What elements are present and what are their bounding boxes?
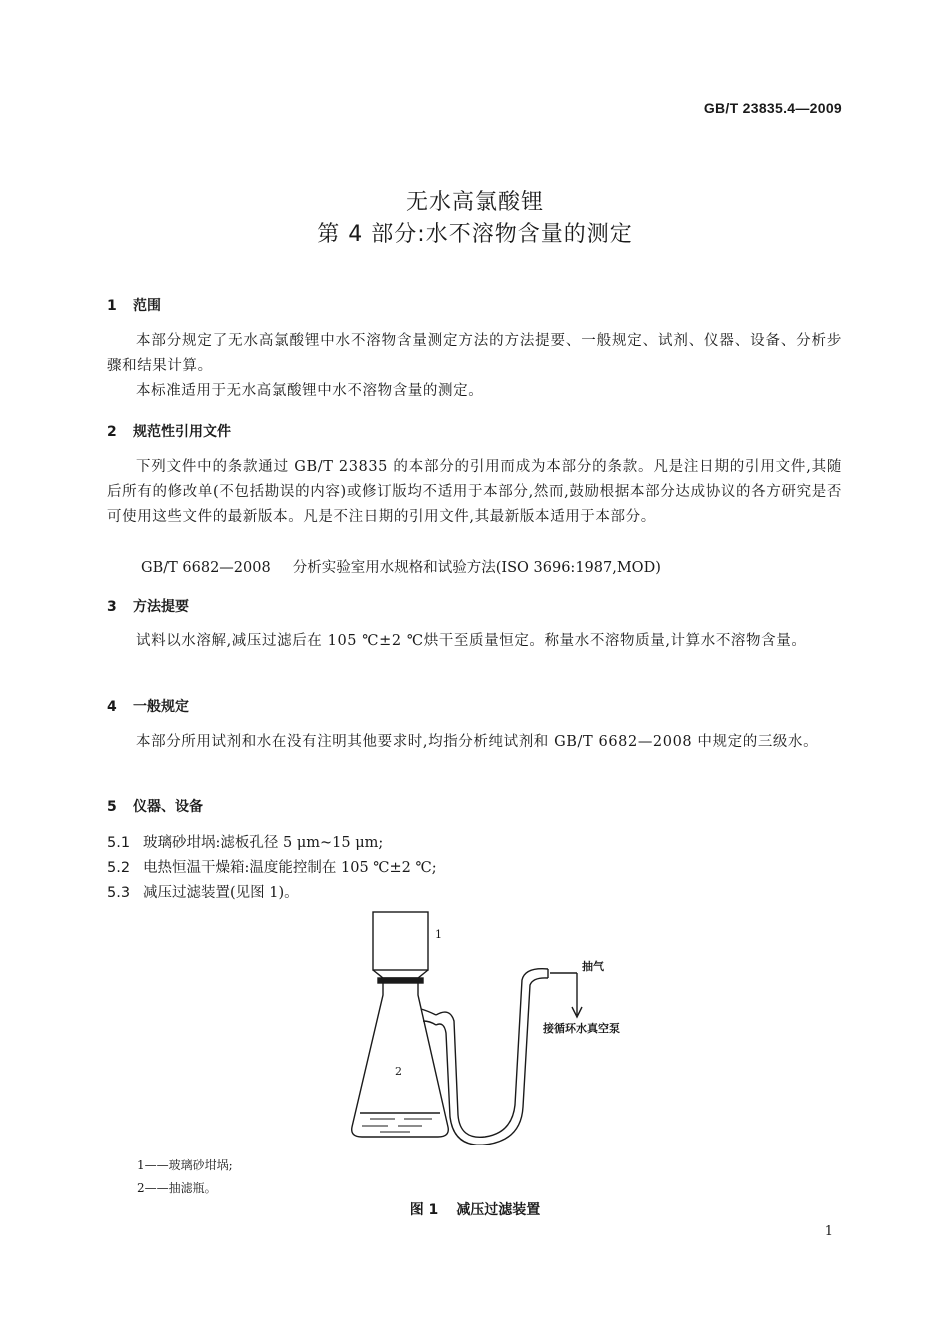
item-text: 电热恒温干燥箱:温度能控制在 105 ℃±2 ℃;: [143, 860, 437, 876]
vacuum-pump-label: 接循环水真空泵: [543, 1022, 620, 1035]
list-item: [107, 831, 383, 852]
list-item: [107, 856, 437, 877]
item-number: 5.2: [107, 860, 131, 876]
figure-legend-1: 1——玻璃砂坩埚;: [137, 1158, 233, 1172]
section-heading-3: [107, 596, 189, 616]
flask-side-arm: [421, 1009, 436, 1015]
crucible-label: 1: [435, 928, 442, 941]
list-item: [107, 881, 299, 902]
vacuum-tube-outer: [436, 969, 548, 1138]
section-number: 1: [107, 298, 117, 314]
section-4-paragraph-1: 本部分所用试剂和水在没有注明其他要求时,均指分析纯试剂和 GB/T 6682—2008 中规定的三级水。: [136, 734, 819, 750]
section-number: 5: [107, 799, 117, 815]
reference-code: GB/T 6682—2008: [141, 560, 271, 576]
section-2-paragraph-1: 下列文件中的条款通过 GB/T 23835 的本部分的引用而成为本部分的条款。凡是注日期的引用文件,其随后所有的修改单(不包括勘误的内容)或修订版均不适用于本部分,然而,鼓励根据本部分达成协议的各方研究是否可使用这些文件的最新版本。凡是不注日期的引用文件,其最新版本适用于本部分。: [107, 459, 842, 525]
figure-caption: [0, 1199, 950, 1219]
section-heading-5: [107, 796, 203, 816]
section-heading-1: [107, 295, 161, 315]
section-heading-4: [107, 696, 189, 716]
crucible-neck: [373, 970, 428, 978]
flask-label: 2: [395, 1065, 402, 1078]
figure-title: 减压过滤装置: [456, 1202, 541, 1218]
section-title: 方法提要: [133, 599, 189, 615]
crucible-icon: [373, 912, 428, 970]
section-number: 4: [107, 699, 117, 715]
section-1-paragraph-2: 本标准适用于无水高氯酸锂中水不溶物含量的测定。: [136, 383, 484, 399]
item-number: 5.3: [107, 885, 131, 901]
section-title: 仪器、设备: [133, 799, 203, 815]
suction-label: 抽气: [582, 960, 604, 973]
vacuum-tube-inner: [436, 978, 548, 1145]
section-title: 规范性引用文件: [133, 424, 231, 440]
page-number: 1: [824, 1224, 833, 1239]
document-title-line2: 第 4 部分:水不溶物含量的测定: [317, 222, 633, 247]
section-title: 一般规定: [133, 699, 189, 715]
vacuum-filtration-diagram: [340, 905, 660, 1145]
section-title: 范围: [133, 298, 161, 314]
item-number: 5.1: [107, 835, 131, 851]
stopper-icon: [378, 978, 423, 983]
figure-number: 图 1: [409, 1202, 439, 1218]
item-text: 减压过滤装置(见图 1)。: [143, 885, 299, 901]
section-heading-2: [107, 421, 231, 441]
filter-flask-icon: [352, 983, 449, 1137]
item-text: 玻璃砂坩埚:滤板孔径 5 μm~15 μm;: [143, 835, 384, 851]
standard-number: GB/T 23835.4—2009: [703, 100, 842, 116]
figure-legend-2: 2——抽滤瓶。: [137, 1181, 217, 1195]
reference-title: 分析实验室用水规格和试验方法(ISO 3696:1987,MOD): [292, 560, 661, 576]
document-title-line1: 无水高氯酸锂: [405, 190, 544, 215]
section-1-paragraph-1: 本部分规定了无水高氯酸锂中水不溶物含量测定方法的方法提要、一般规定、试剂、仪器、设备、分析步骤和结果计算。: [107, 333, 842, 374]
section-number: 3: [107, 599, 117, 615]
section-number: 2: [107, 424, 117, 440]
normative-reference: [141, 556, 661, 577]
section-3-paragraph-1: 试料以水溶解,减压过滤后在 105 ℃±2 ℃烘干至质量恒定。称量水不溶物质量,计算水不溶物含量。: [136, 633, 807, 649]
